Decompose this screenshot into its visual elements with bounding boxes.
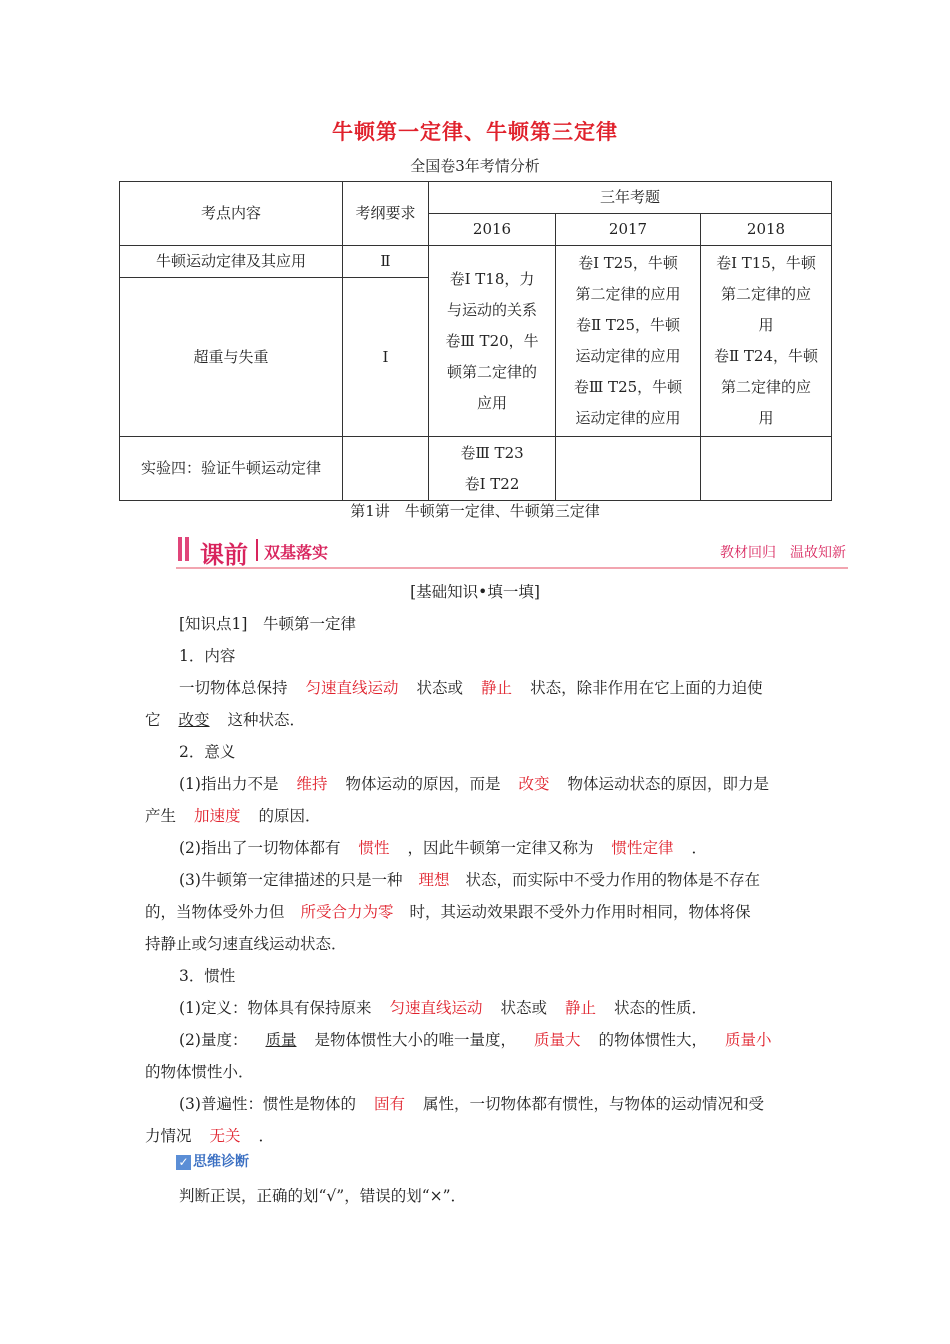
answer-blank: 静止 [565,999,597,1017]
header-level: 考纲要求 [343,182,429,246]
paragraph-line: 一切物体总保持 匀速直线运动 状态或 静止 状态，除非作用在它上面的力迫使 [179,679,763,697]
answer-blank: 加速度 [194,807,241,825]
cell-line: 第二定律的应用 [575,285,681,303]
paragraph-line: 它 改变 这种状态． [145,711,306,729]
header-year-2018: 2018 [701,214,832,246]
lecture-heading: 第1讲 牛顿第一定律、牛顿第三定律 [350,502,600,520]
header-year-2016: 2016 [429,214,556,246]
section-title: [基础知识•填一填] [410,583,540,601]
banner-bars-icon [176,537,196,561]
answer-blank: 固有 [373,1095,405,1113]
paragraph-line: (3)普遍性：惯性是物体的 固有 属性，一切物体都有惯性，与物体的运动情况和受 [179,1095,764,1113]
row-topic: 牛顿运动定律及其应用 [120,246,343,278]
heading-meaning: 2．意义 [179,743,236,761]
paragraph-line: 的物体惯性小． [145,1063,254,1081]
banner-tagline: 教材回归 温故知新 [720,545,846,561]
cell-line: 卷Ⅰ T15，牛顿 [716,254,816,272]
answer-blank: 惯性定律 [611,839,674,857]
paragraph-line: (1)定义：物体具有保持原来 匀速直线运动 状态或 静止 状态的性质． [179,999,708,1017]
table-row [120,246,832,278]
cell-line: 应用 [476,393,507,412]
answer-blank: 质量小 [725,1031,772,1049]
cell-line: 卷Ⅱ T24，牛顿 [713,347,819,365]
paragraph-line: (2)量度： 质量 是物体惯性大小的唯一量度， 质量大 的物体惯性大， 质量小 [179,1031,772,1049]
paragraph-line: (1)指出力不是 维持 物体运动的原因，而是 改变 物体运动状态的原因，即力是 [179,775,770,793]
row-level: Ⅱ [343,246,429,278]
paragraph-line: (2)指出了一切物体都有 惯性 ，因此牛顿第一定律又称为 惯性定律 ． [179,839,708,857]
knowledge-point-heading: [知识点1] 牛顿第一定律 [179,615,356,633]
page-title: 牛顿第一定律、牛顿第三定律 [332,120,618,144]
cell-line: 卷Ⅰ T22 [464,474,520,493]
cell-line: 运动定律的应用 [575,347,681,365]
paragraph-line: (3)牛顿第一定律描述的只是一种 理想 状态，而实际中不受力作用的物体是不存在 [179,871,760,889]
page-subtitle: 全国卷3年考情分析 [410,157,540,175]
answer-blank: 匀速直线运动 [305,679,399,697]
banner-title: 课前 [200,541,248,569]
cell-line: 第二定律的应 [721,285,812,303]
answer-blank: 惯性 [358,839,390,857]
row-topic: 实验四：验证牛顿运动定律 [120,437,343,501]
cell-2016 [429,246,556,437]
cell-line: 用 [758,409,774,427]
cell-2018 [701,246,832,437]
diagnosis-label: ✓ 思维诊断 [176,1151,249,1173]
header-topic: 考点内容 [120,182,343,246]
answer-blank: 质量 [265,1031,297,1049]
row-level [343,437,429,501]
cell-line: 第二定律的应 [721,378,812,396]
heading-inertia: 3．惯性 [179,967,236,985]
cell-line: 卷Ⅲ T20，牛 [445,331,539,350]
answer-blank: 静止 [481,679,513,697]
row-level: Ⅰ [343,278,429,437]
answer-blank: 改变 [178,711,210,729]
cell-line: 卷Ⅱ T25，牛顿 [575,316,681,334]
cell-exp-2016 [429,437,556,501]
answer-blank: 匀速直线运动 [389,999,483,1017]
cell-line: 顿第二定律的 [446,362,537,381]
paragraph-line: 产生 加速度 的原因． [145,807,321,825]
paragraph-line: 的，当物体受外力但 所受合力为零 时，其运动效果跟不受外力作用时相同，物体将保 [145,903,751,921]
row-topic: 超重与失重 [120,278,343,437]
checkbox-icon: ✓ [176,1155,191,1170]
header-year-2017: 2017 [556,214,701,246]
cell-exp-2017 [556,437,701,501]
answer-blank: 维持 [296,775,328,793]
banner-divider [256,539,258,561]
paragraph-line: 持静止或匀速直线运动状态． [145,935,347,953]
cell-exp-2018 [701,437,832,501]
answer-blank: 改变 [518,775,550,793]
judge-instruction: 判断正误，正确的划“√”，错误的划“×”． [179,1187,467,1205]
answer-blank: 所受合力为零 [300,903,394,921]
cell-line: 与运动的关系 [446,300,537,319]
table-row [120,437,832,501]
cell-line: 用 [758,316,774,334]
banner-subtitle: 双基落实 [264,543,329,562]
table-header-row [120,182,832,214]
heading-content: 1．内容 [179,647,236,665]
paragraph-line: 力情况 无关 ． [145,1127,275,1145]
header-three-years: 三年考题 [429,182,832,214]
cell-line: 卷Ⅰ T25，牛顿 [578,254,678,272]
cell-2017 [556,246,701,437]
cell-line: 卷Ⅲ T23 [460,443,524,462]
section-banner [176,533,848,569]
exam-analysis-table [119,181,832,501]
cell-line: 卷Ⅲ T25，牛顿 [573,378,683,396]
cell-line: 运动定律的应用 [575,409,681,427]
cell-line: 卷Ⅰ T18，力 [449,269,535,288]
answer-blank: 无关 [209,1127,241,1145]
answer-blank: 质量大 [534,1031,581,1049]
answer-blank: 理想 [418,871,450,889]
